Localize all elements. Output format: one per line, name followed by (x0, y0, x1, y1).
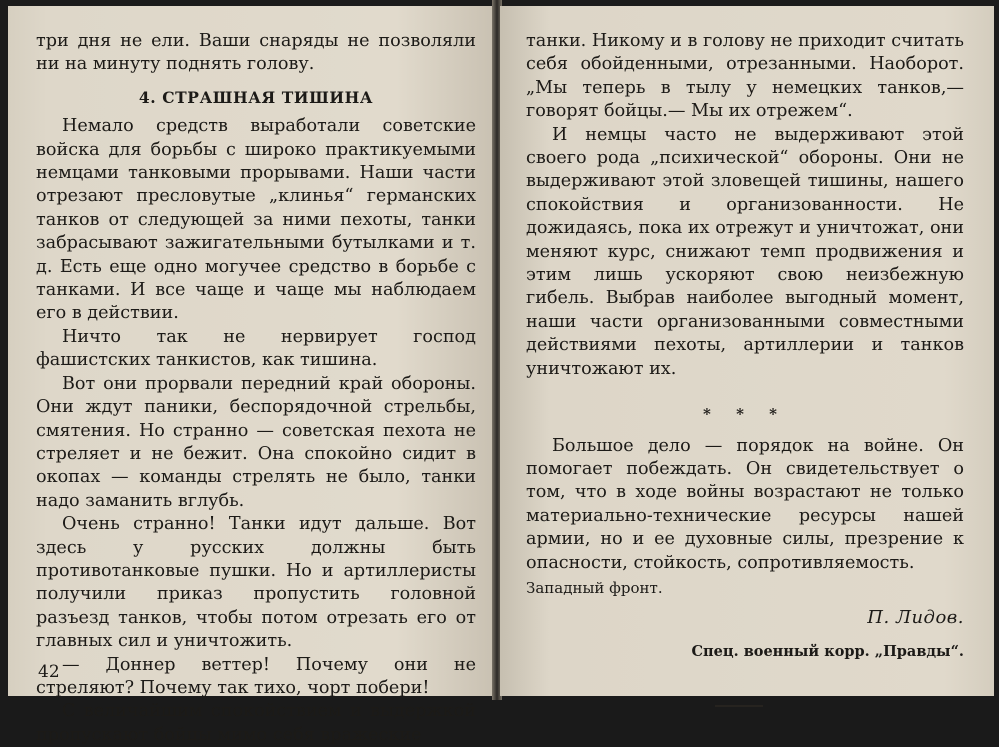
author-credit: Спец. военный корр. „Правды“. (691, 642, 964, 660)
dateline: Западный фронт. (526, 578, 663, 597)
paragraph: Немало средств выработали советские войска для борьбы с широко практикуемыми немцами танковыми прорывами. Наши части отрезают пресловутые „клинья“ германских танков от следующей за ними пехоты, танки забрасывают зажигательными бутылками и т. д. Есть еще одно могучее средство в борьбе с танками. И все чаще и чаще мы наблюдаем его в действии. (36, 116, 476, 324)
closing-paragraph: Большое дело — порядок на войне. Он помогает побеждать. Он свидетельствует о том, что в ходе войны возрастают не только материально-технические ресурсы нашей армии, но и ее духовные силы, презрение к опасности, стойкость, сопротивляемость. (526, 435, 964, 573)
paragraph: Ничто так не нервирует господ фашистских танкистов, как тишина. (36, 326, 476, 371)
paragraph-continued: танки. Никому и в голову не приходит считать себя обойденными, отрезанными. Наоборот. „Мы теперь в тылу у немецких танков,— говорят бойцы.— Мы их отрежем“. (526, 31, 964, 122)
left-page-text (36, 30, 476, 747)
paragraph: Очень странно! Танки идут дальше. Вот здесь у русских должны быть противотанковые пушки. Но и артиллеристы получили приказ пропустить головной разъезд танков, чтобы потом отрезать его от главных сил и уничтожить. (36, 514, 476, 652)
section-heading: 4. СТРАШНАЯ ТИШИНА (138, 87, 374, 107)
section-separator: * * * (703, 405, 787, 424)
paragraph: — Доннер веттер! Почему они не стреляют? Почему так тихо, чорт побери! (36, 654, 476, 698)
right-page-text (526, 30, 964, 707)
paragraph-continued: три дня не ели. Ваши снаряды не позволяли ни на минуту поднять голову. (36, 31, 476, 75)
page-number: 42 (38, 662, 60, 682)
closing-rule (715, 705, 763, 707)
left-page (8, 6, 494, 745)
right-page (500, 6, 994, 696)
author-signature: П. Лидов. (867, 607, 964, 629)
paragraph: Вот они прорвали передний край обороны. Они ждут паники, беспорядочной стрельбы, смятения. Но странно — советская пехота не стреляет и не бежит. Она спокойно сидит в окопах — команды стрелять не было, танки надо заманить вглубь. (36, 373, 476, 511)
paragraph: И немцы часто не выдерживают этой своего рода „психической“ обороны. Они не выдерживают этой зловещей тишины, нашего спокойствия и организованности. Не дожидаясь, пока их отрежут и уничтожат, они меняют курс, снижают темп продвижения и этим лишь ускоряют свою неизбежную гибель. Выбрав наиболее выгодный момент, наши части организованными совместными действиями пехоты, артиллерии и танков уничтожают их. (526, 124, 964, 379)
paragraph: С величайшим спокойствием и выдержкой пропускают бойцы мимо себя вражеские (36, 701, 476, 745)
